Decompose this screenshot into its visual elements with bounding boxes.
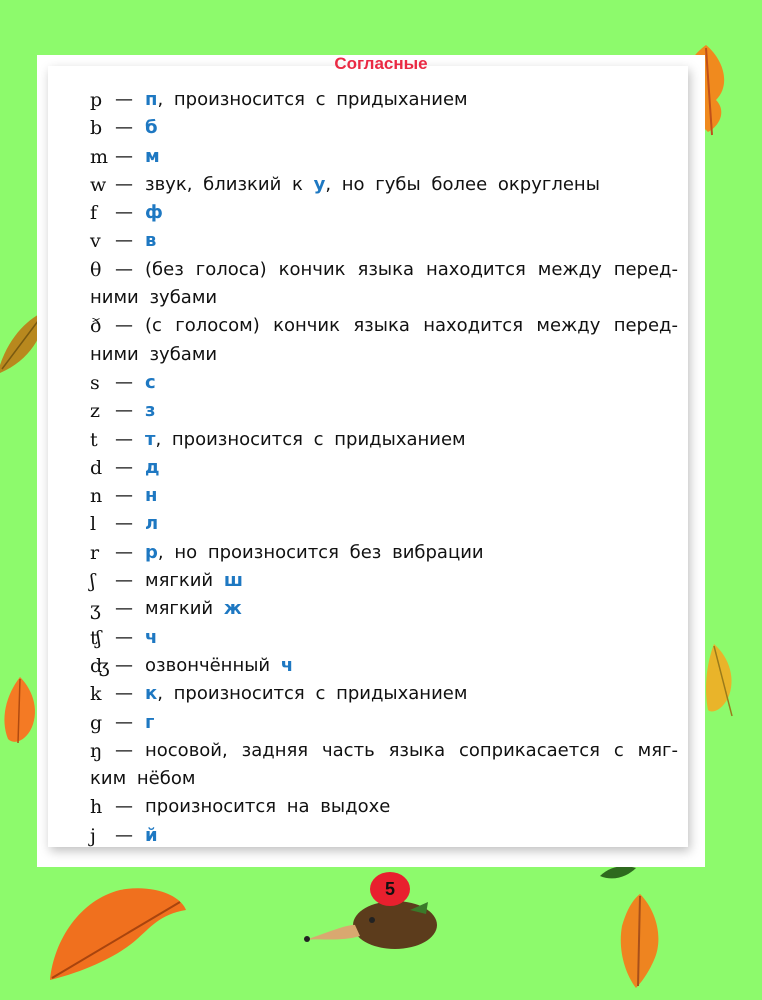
russian-equivalent: й [145, 824, 158, 846]
description [145, 793, 678, 821]
description [90, 737, 678, 794]
phonetic-symbol: r [90, 541, 100, 564]
phonetic-symbol: ʧ [90, 626, 102, 649]
phonetic-symbol: l [90, 513, 97, 536]
consonant-row [90, 737, 678, 794]
dash: — [115, 371, 133, 393]
description [145, 709, 678, 737]
description [145, 369, 678, 397]
description-text: (без голоса) кончик языка находится между перед-ними зубами [90, 258, 678, 309]
consonant-row [90, 539, 678, 567]
phonetic-symbol: k [90, 683, 102, 706]
description-text: звук, близкий к [145, 173, 314, 195]
dash: — [115, 824, 133, 846]
dash: — [115, 541, 133, 563]
russian-equivalent: у [313, 173, 326, 195]
russian-equivalent: б [145, 117, 158, 139]
description-text: , но губы более округлены [325, 173, 600, 195]
dash: — [115, 796, 133, 818]
description-text: произносится на выдохе [145, 796, 391, 818]
consonant-row [90, 256, 678, 313]
phonetic-symbol: w [90, 173, 107, 196]
page-number-badge: 5 [370, 872, 410, 906]
dash: — [115, 117, 133, 139]
dash: — [115, 258, 133, 280]
phonetic-symbol: p [90, 89, 103, 111]
russian-equivalent: д [145, 456, 160, 478]
phonetic-symbol: ð [90, 315, 102, 338]
russian-equivalent: м [145, 145, 160, 167]
consonant-row [90, 199, 678, 227]
description [145, 114, 678, 142]
description [145, 482, 678, 510]
russian-equivalent: ж [223, 598, 242, 620]
consonant-row [90, 454, 678, 482]
description-text: мягкий [145, 598, 224, 620]
description-text: озвончённый [145, 654, 281, 676]
consonant-row [90, 652, 678, 680]
consonant-row [90, 680, 678, 708]
dash: — [115, 598, 133, 620]
phonetic-symbol: d [90, 456, 103, 479]
russian-equivalent: ш [223, 570, 243, 592]
description [145, 143, 678, 171]
phonetic-symbol: v [90, 230, 101, 253]
description [145, 567, 678, 595]
russian-equivalent: н [145, 485, 158, 507]
description-text: , но произносится без вибрации [157, 541, 484, 563]
leaf-left-lower-icon [0, 675, 42, 745]
russian-equivalent: в [145, 230, 157, 252]
phonetic-symbol: n [90, 485, 103, 508]
phonetic-symbol: z [90, 400, 101, 423]
russian-equivalent: к [145, 683, 158, 705]
description-text: , произносится с придыханием [157, 683, 468, 705]
leaf-bottom-right-icon [610, 890, 670, 990]
phonetic-symbol: m [90, 145, 109, 168]
consonant-row [90, 426, 678, 454]
phonetic-symbol: h [90, 796, 103, 819]
consonant-row [90, 709, 678, 737]
consonant-row [90, 114, 678, 142]
consonant-row [90, 369, 678, 397]
description [145, 199, 678, 227]
description-text: носовой, задняя часть языка соприкасается с мяг-ким нёбом [90, 739, 678, 790]
phonetic-symbol: j [90, 824, 96, 847]
russian-equivalent: с [145, 371, 156, 393]
description-text: (с голосом) кончик языка находится между перед-ними зубами [90, 315, 678, 365]
dash: — [115, 513, 133, 535]
dash: — [115, 315, 133, 337]
description [145, 86, 678, 114]
dash: — [115, 145, 133, 167]
consonant-row [90, 567, 678, 595]
consonant-row [90, 312, 678, 369]
description [90, 312, 678, 369]
dash: — [115, 683, 133, 705]
dash: — [115, 485, 133, 507]
description [145, 227, 678, 255]
description [145, 426, 678, 454]
consonant-row [90, 143, 678, 171]
dash: — [115, 89, 133, 110]
description [145, 397, 678, 425]
consonant-row [90, 482, 678, 510]
page-title: Согласные [334, 54, 428, 73]
phonetic-symbol: t [90, 428, 98, 451]
description [145, 171, 678, 199]
phonetic-symbol: b [90, 117, 103, 140]
consonant-row [90, 822, 678, 850]
consonant-row [90, 227, 678, 255]
consonant-row [90, 595, 678, 623]
dash: — [115, 654, 133, 676]
russian-equivalent: з [145, 400, 156, 422]
dash: — [115, 400, 133, 422]
leaf-bottom-left-icon [40, 880, 190, 990]
dash: — [115, 202, 133, 224]
phonetic-symbol: ŋ [90, 739, 103, 762]
phonetic-symbol: g [90, 711, 103, 734]
dash: — [115, 711, 133, 733]
dash: — [115, 626, 133, 648]
phonetic-symbol: ʒ [90, 598, 101, 621]
consonant-list [90, 86, 678, 850]
consonant-row [90, 86, 678, 114]
russian-equivalent: ф [145, 202, 163, 224]
description-text: , произносится с придыханием [155, 428, 466, 450]
description-text: мягкий [145, 570, 224, 592]
dash: — [115, 428, 133, 450]
russian-equivalent: г [145, 711, 155, 733]
phonetic-symbol: ʃ [90, 570, 96, 593]
dash: — [115, 230, 133, 252]
russian-equivalent: т [145, 428, 156, 450]
description [90, 256, 678, 313]
description [145, 595, 678, 623]
russian-equivalent: ч [145, 626, 158, 648]
description [145, 822, 678, 850]
consonant-row [90, 397, 678, 425]
russian-equivalent: л [145, 513, 159, 535]
consonant-row [90, 624, 678, 652]
description [145, 510, 678, 538]
consonant-row [90, 793, 678, 821]
dash: — [115, 739, 133, 761]
russian-equivalent: ч [280, 654, 294, 676]
russian-equivalent: п [145, 89, 158, 110]
leaf-right-mid-icon [702, 640, 742, 720]
consonant-row [90, 510, 678, 538]
description [145, 624, 678, 652]
phonetic-symbol: ʤ [90, 654, 110, 677]
description [145, 680, 678, 708]
description [145, 454, 678, 482]
consonant-row [90, 171, 678, 199]
phonetic-symbol: θ [90, 258, 102, 281]
description-text: , произносится с придыханием [157, 89, 468, 110]
description [145, 539, 678, 567]
dash: — [115, 456, 133, 478]
phonetic-symbol: f [90, 202, 98, 225]
dash: — [115, 570, 133, 592]
dash: — [115, 173, 133, 195]
description [145, 652, 678, 680]
russian-equivalent: р [145, 541, 158, 563]
phonetic-symbol: s [90, 371, 100, 394]
